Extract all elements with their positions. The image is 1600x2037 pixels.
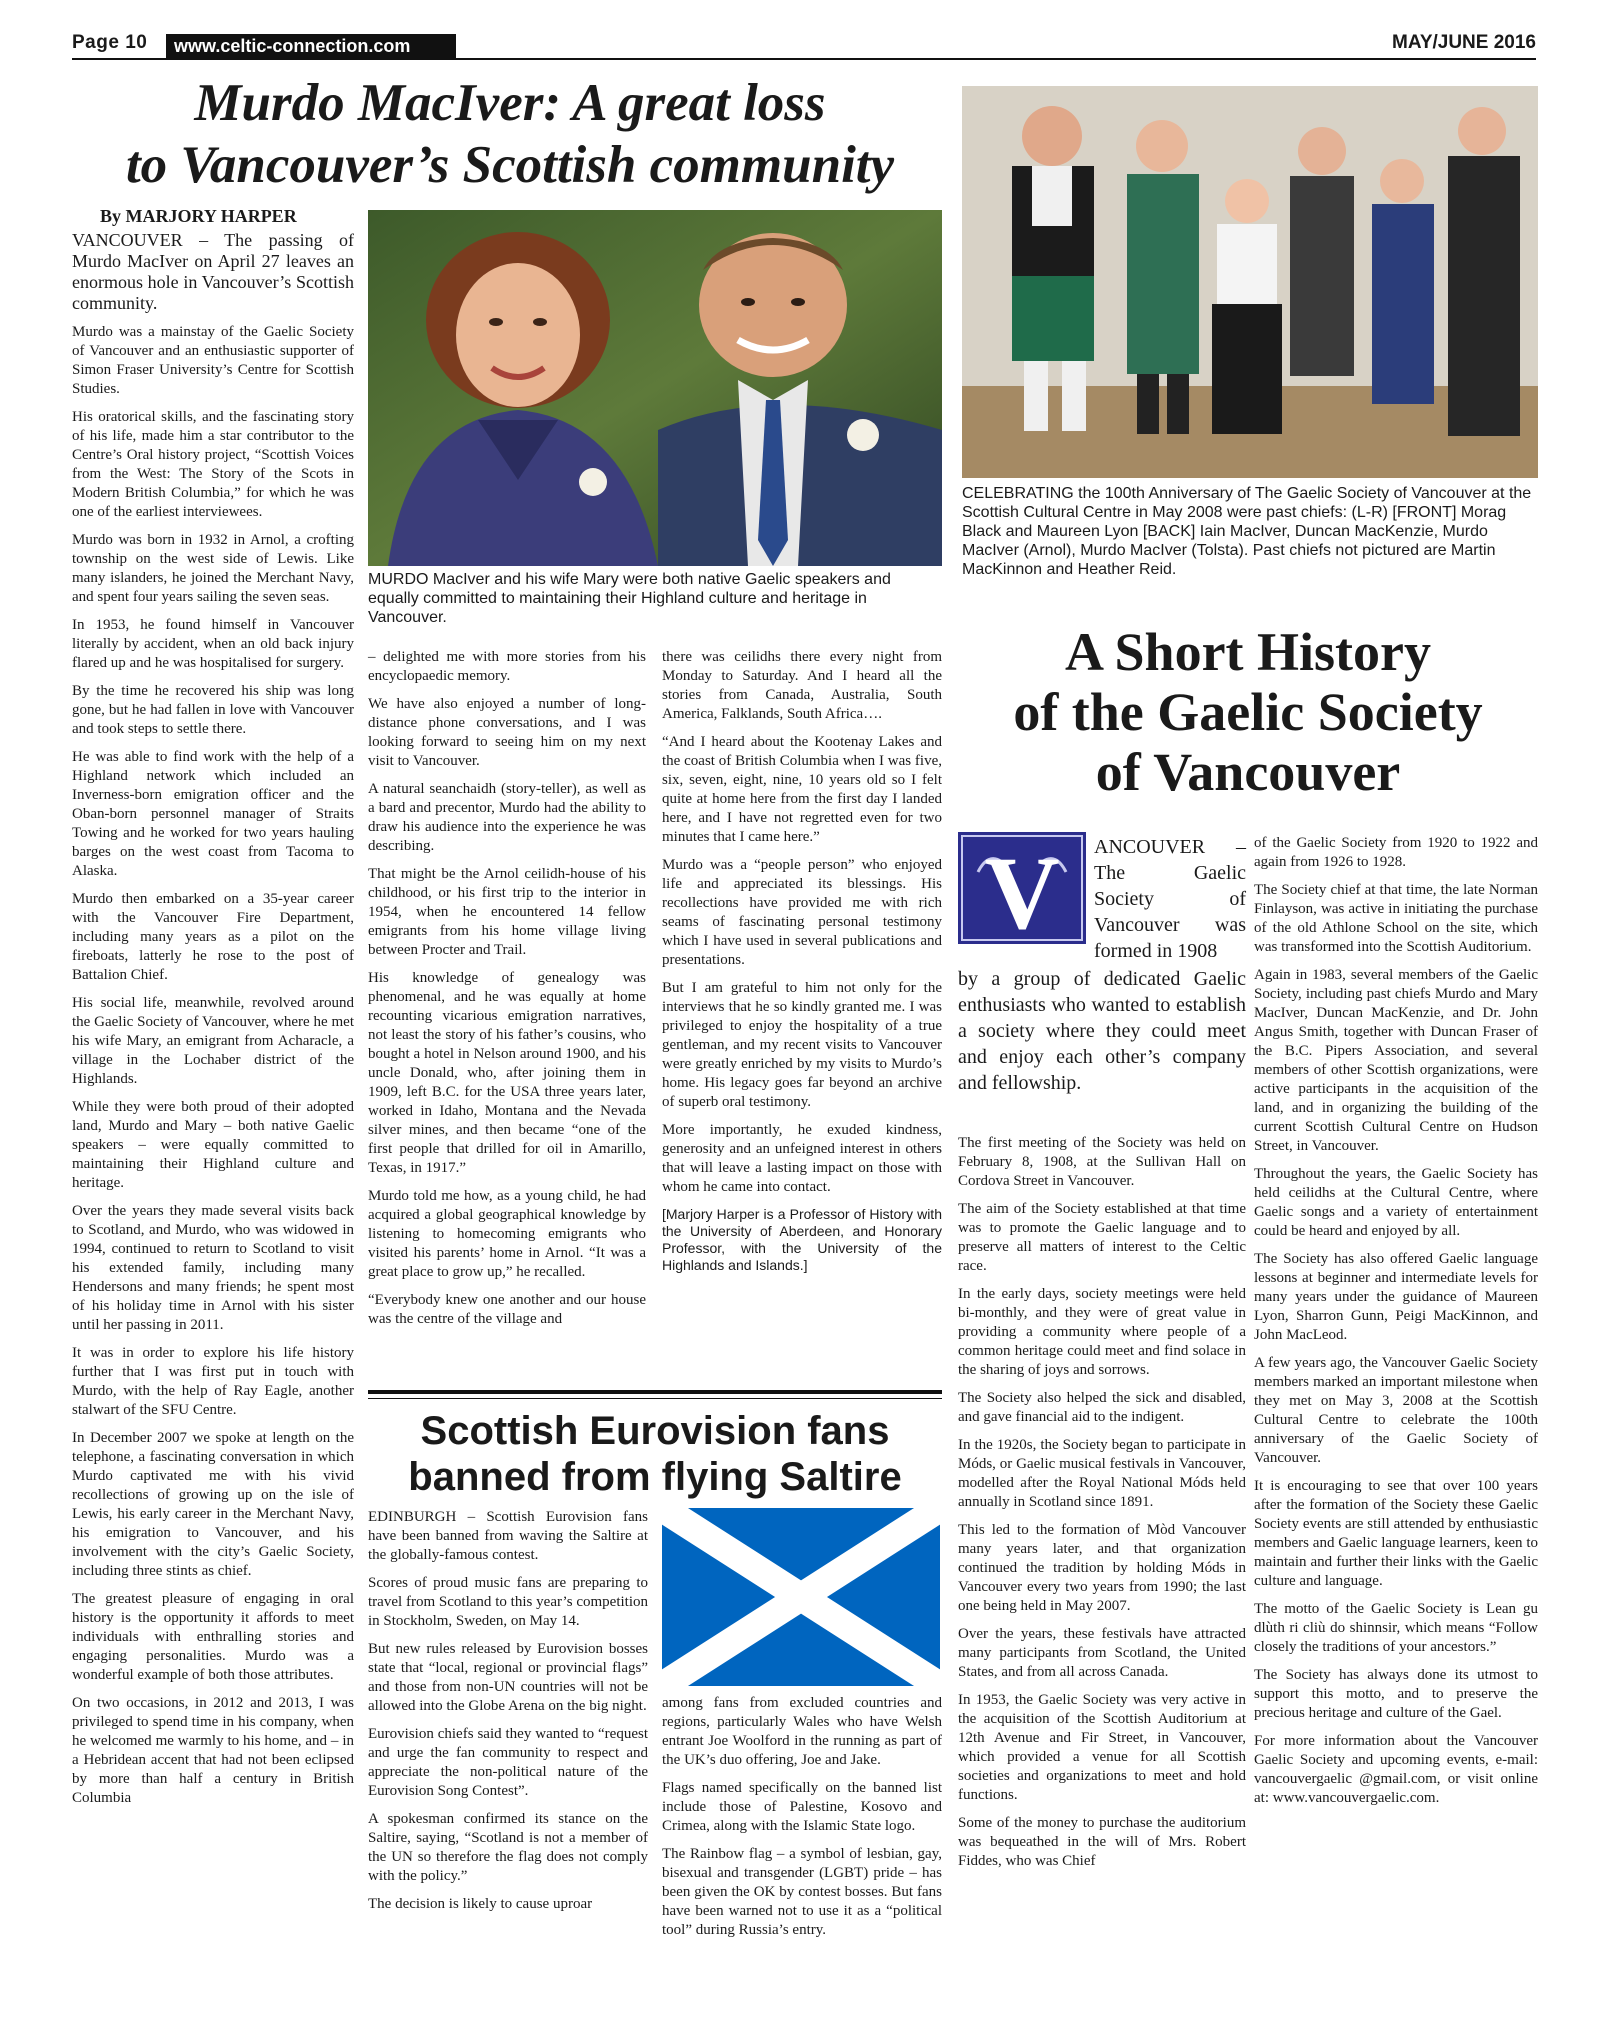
headline-line-1: Scottish Eurovision fans bbox=[420, 1409, 890, 1453]
paragraph: Over the years they made several visits back to Scotland, and Murdo, who was widowed in 1994, continued to return to Scotland to visit his extended family, including many Hendersons and many friends; he spent most of his holiday time in Arnol with his sister until her passing in 2011. bbox=[72, 1203, 354, 1333]
group-photo-caption: CELEBRATING the 100th Anniversary of The Gaelic Society of Vancouver at the Scottish Cultural Centre in May 2008 were past chiefs: (L-R) [FRONT] Morag Black and Maureen Lyon [BACK] Iain MacIver, Duncan MacKenzie, Murdo MacIver (Arnol), Murdo MacIver (Tolsta). Past chiefs not pictured are Martin MacKinnon and Heather Reid. bbox=[962, 485, 1532, 578]
page-number: Page 10 bbox=[72, 32, 148, 53]
gaelic-lead-intro: ANCOUVER – The Gaelic Society of Vancouver was formed in 1908 bbox=[1094, 836, 1246, 962]
headline-line-3: of Vancouver bbox=[1095, 742, 1401, 802]
paragraph: In 1953, he found himself in Vancouver literally by accident, when an old back injury flared up and he was hospitalised for surgery. bbox=[72, 617, 354, 671]
couple-photo-caption: MURDO MacIver and his wife Mary were both native Gaelic speakers and equally committed to maintaining their Highland culture and heritage in Vancouver. bbox=[368, 571, 891, 626]
paragraph: More importantly, he exuded kindness, generosity and an unfeigned interest in others that will leave a lasting impact on those with whom he came into contact. bbox=[662, 1122, 942, 1195]
paragraph: We have also enjoyed a number of long-distance phone conversations, and I was looking forward to seeing him on my next visit to Vancouver. bbox=[368, 696, 646, 769]
paragraph: The Society has always done its utmost to support this motto, and to preserve the precious heritage and culture of the Gael. bbox=[1254, 1667, 1538, 1721]
eurovision-column-1 bbox=[368, 1508, 648, 1923]
paragraph: But I am grateful to him not only for the interviews that he so kindly granted me. I was privileged to enjoy the hospitality of a true gentleman, and my recent visits to Vancouver were greatly enriched by my visits to Murdo’s home. His legacy goes far beyond an archive of superb oral testimony. bbox=[662, 980, 942, 1110]
paragraph: Flags named specifically on the banned list include those of Palestine, Kosovo and Crimea, along with the Islamic State logo. bbox=[662, 1780, 942, 1834]
paragraph: But new rules released by Eurovision bosses state that “local, regional or provincial flags” and those from non-UN countries will not be allowed into the Globe Arena on the big night. bbox=[368, 1641, 648, 1714]
issue-date: MAY/JUNE 2016 bbox=[1392, 32, 1536, 53]
paragraph: By the time he recovered his ship was long gone, but he had fallen in love with Vancouver and took steps to settle there. bbox=[72, 683, 354, 737]
author-note: [Marjory Harper is a Professor of History with the University of Aberdeen, and Honorary Professor, with the University of the Highlands and Islands.] bbox=[662, 1206, 942, 1273]
paragraph: The Society has also offered Gaelic language lessons at beginner and intermediate levels for many years under the guidance of Maureen Lyon, Sharron Gunn, Peigi MacKinnon, and John MacLeod. bbox=[1254, 1251, 1538, 1343]
gaelic-column-2 bbox=[1254, 834, 1538, 1817]
paragraph: A spokesman confirmed its stance on the Saltire, saying, “Scotland is not a member of the UN so therefore the flag does not comply with the policy.” bbox=[368, 1811, 648, 1884]
headline-line-2: of the Gaelic Society bbox=[1013, 682, 1483, 742]
gaelic-society-headline bbox=[958, 622, 1538, 802]
drop-cap bbox=[958, 832, 1086, 944]
paragraph: The motto of the Gaelic Society is Lean gu dlùth ri cliù do shinnsir, which means “Follow closely the traditions of your ancestors.” bbox=[1254, 1601, 1538, 1655]
site-url[interactable]: www.celtic-connection.com bbox=[166, 34, 456, 58]
paragraph: His oratorical skills, and the fascinating story of his life, made him a star contributor to the Centre’s Oral history project, “Scottish Voices from the West: The Story of the Scots in Modern British Columbia,” for which he was one of the earliest interviewees. bbox=[72, 409, 354, 520]
paragraph: The Rainbow flag – a symbol of lesbian, gay, bisexual and transgender (LGBT) pride – has been given the OK by contest bosses. But fans have been warned not to use it as a “political tool” during Russia’s entry. bbox=[662, 1846, 942, 1938]
couple-photo bbox=[368, 210, 942, 566]
saltire-flag bbox=[662, 1508, 940, 1686]
paragraph: The first meeting of the Society was held on February 8, 1908, at the Sullivan Hall on Cordova Street in Vancouver. bbox=[958, 1135, 1246, 1189]
paragraph: The Society also helped the sick and disabled, and gave financial aid to the indigent. bbox=[958, 1390, 1246, 1425]
paragraph: His social life, meanwhile, revolved around the Gaelic Society of Vancouver, where he met his wife Mary, an emigrant from Acharacle, a village in the Lochaber district of the Highlands. bbox=[72, 995, 354, 1087]
paragraph: This led to the formation of Mòd Vancouver many years later, and that organization continued the tradition by holding Móds in Vancouver every two years from 1990; the last one being held in May 2007. bbox=[958, 1522, 1246, 1614]
section-rule bbox=[368, 1390, 942, 1394]
article-column-3 bbox=[662, 648, 942, 1283]
paragraph: He was able to find work with the help of a Highland network which included an Inverness-born emigration officer and the Oban-born personnel manager of Straits Towing and he worked for two years hauling barges on the west coast from Tacoma to Alaska. bbox=[72, 749, 354, 879]
paragraph: – delighted me with more stories from his encyclopaedic memory. bbox=[368, 649, 646, 684]
paragraph: there was ceilidhs there every night from Monday to Saturday. And I heard all the stories from Canada, Australia, South America, Falklands, South Africa…. bbox=[662, 649, 942, 722]
drop-cap-letter: V bbox=[984, 836, 1060, 944]
paragraph: among fans from excluded countries and regions, particularly Wales who have Welsh entrant Joe Woolford in the running as part of the UK’s duo offering, Joe and Jake. bbox=[662, 1695, 942, 1768]
paragraph: In 1953, the Gaelic Society was very active in the acquisition of the Scottish Auditorium at 12th Avenue and Fir Street, in Vancouver, which provided a venue for all Scottish societies and organizations to meet and hold functions. bbox=[958, 1692, 1246, 1803]
paragraph: Murdo was a mainstay of the Gaelic Society of Vancouver and an enthusiastic supporter of Simon Fraser University’s Centre for Scottish Studies. bbox=[72, 324, 354, 397]
paragraph: Throughout the years, the Gaelic Society has held ceilidhs at the Cultural Centre, where Gaelic songs and a variety of entertainment could be heard and enjoyed by all. bbox=[1254, 1166, 1538, 1239]
paragraph: A few years ago, the Vancouver Gaelic Society members marked an important milestone when they met on May 3, 2008 at the Scottish Cultural Centre to celebrate the 100th anniversary of the Gaelic Society of Vancouver. bbox=[1254, 1355, 1538, 1466]
paragraph: A natural seanchaidh (story-teller), as well as a bard and precentor, Murdo had the ability to draw his audience into the experience he was describing. bbox=[368, 781, 646, 854]
eurovision-headline bbox=[368, 1408, 942, 1500]
group-photo bbox=[962, 86, 1538, 478]
paragraph: On two occasions, in 2012 and 2013, I was privileged to spend time in his company, when he welcomed me warmly to his home, and – in a Hebridean accent that had not been eclipsed by more than half a century in British Columbia bbox=[72, 1695, 354, 1806]
paragraph: Eurovision chiefs said they wanted to “request and urge the fan community to respect and appreciate the non-political nature of the Eurovision Song Contest”. bbox=[368, 1726, 648, 1799]
headline-line-1: Murdo MacIver: A great loss bbox=[194, 74, 826, 132]
section-rule bbox=[368, 1398, 942, 1399]
paragraph: His knowledge of genealogy was phenomenal, and he was equally at home recounting vicarious emigration narratives, not least the story of his father’s cousins, who bought a hotel in Nelson around 1900, and his uncle Donald, who, after joining them in 1909, left B.C. for the USA three years later, worked in Idaho, Montana and the Nevada silver mines, and then became “one of the first people that drilled for oil in Amarillo, Texas, in 1917.” bbox=[368, 970, 646, 1176]
paragraph: The Society chief at that time, the late Norman Finlayson, was active in initiating the purchase of the old Athlone School on the site, which was transformed into the Scottish Auditorium. bbox=[1254, 882, 1538, 955]
paragraph: In the early days, society meetings were held bi-monthly, and they were of great value in providing a community where people of a common heritage could meet and find solace in the sharing of joys and sorrows. bbox=[958, 1286, 1246, 1378]
article-headline bbox=[72, 72, 948, 196]
headline-line-1: A Short History bbox=[1064, 622, 1431, 682]
gaelic-lead-rest: by a group of dedicated Gaelic enthusiasts who wanted to establish a society where they could meet and enjoy each other’s company and fellowship. bbox=[958, 968, 1246, 1094]
header-rule bbox=[72, 58, 1536, 60]
paragraph: Murdo was born in 1932 in Arnol, a crofting township on the west side of Lewis. Like many islanders, he joined the Merchant Navy, and spent four years sailing the seven seas. bbox=[72, 532, 354, 605]
paragraph: “And I heard about the Kootenay Lakes and the coast of British Columbia when I was five, six, seven, eight, nine, 10 years old so I felt quite at home here from the first day I landed here, and I have not regretted even for two minutes that I came here.” bbox=[662, 734, 942, 845]
byline: By MARJORY HARPER bbox=[100, 206, 297, 226]
paragraph: While they were both proud of their adopted land, Murdo and Mary – both native Gaelic speakers – were equally committed to maintaining their Highland culture and heritage. bbox=[72, 1099, 354, 1191]
paragraph: The decision is likely to cause uproar bbox=[368, 1896, 593, 1912]
paragraph: In December 2007 we spoke at length on the telephone, a fascinating conversation in which Murdo captivated me with his vivid recollections of growing up on the isle of Lewis, his early career in the Merchant Navy, his emigration to Vancouver, and his involvement with the city’s Gaelic Society, including three stints as chief. bbox=[72, 1430, 354, 1579]
paragraph: Murdo was a “people person” who enjoyed life and appreciated its blessings. His recollections have provided me with rich seams of fascinating personal testimony which I have used in several publications and presentations. bbox=[662, 857, 942, 968]
paragraph: Some of the money to purchase the auditorium was bequeathed in the will of Mrs. Robert Fiddes, who was Chief bbox=[958, 1815, 1246, 1869]
headline-line-2: banned from flying Saltire bbox=[408, 1455, 902, 1499]
paragraph: Again in 1983, several members of the Gaelic Society, including past chiefs Murdo and Mary MacIver, Duncan MacKenzie, and Dr. John Angus Smith, together with Duncan Fraser of the B.C. Pipers Association, and several members of other Scottish organizations, were active participants in the acquisition of the land, and in organizing the building of the current Scottish Cultural Centre on Hudson Street, in Vancouver. bbox=[1254, 967, 1538, 1154]
paragraph: It was in order to explore his life history further that I was first put in touch with Murdo, with the help of Ray Eagle, another stalwart of the SFU Centre. bbox=[72, 1345, 354, 1418]
lead-paragraph: VANCOUVER – The passing of Murdo MacIver on April 27 leaves an enormous hole in Vancouver’s Scottish community. bbox=[72, 230, 354, 313]
paragraph: Murdo told me how, as a young child, he had acquired a global geographical knowledge by listening to homecoming emigrants who visited his parents’ home in Arnol. “It was a great place to grow up,” he recalled. bbox=[368, 1188, 646, 1280]
eurovision-column-2 bbox=[662, 1694, 942, 1949]
article-column-1 bbox=[72, 230, 354, 1817]
paragraph: “Everybody knew one another and our house was the centre of the village and bbox=[368, 1292, 646, 1327]
paragraph: That might be the Arnol ceilidh-house of his childhood, or his first trip to the interior in 1954, when he encountered 14 fellow emigrants from his home village living between Procter and Trail. bbox=[368, 866, 646, 958]
paragraph: In the 1920s, the Society began to participate in Móds, or Gaelic musical festivals in Vancouver, modelled after the Royal National Móds held annually in Scotland since 1891. bbox=[958, 1437, 1246, 1510]
paragraph: Over the years, these festivals have attracted many participants from Scotland, the United States, and from all across Canada. bbox=[958, 1626, 1246, 1680]
paragraph: Scores of proud music fans are preparing to travel from Scotland to this year’s competition in Stockholm, Sweden, on May 14. bbox=[368, 1575, 648, 1629]
paragraph: EDINBURGH – Scottish Eurovision fans have been banned from waving the Saltire at the globally-famous contest. bbox=[368, 1509, 648, 1563]
paragraph: of the Gaelic Society from 1920 to 1922 and again from 1926 to 1928. bbox=[1254, 835, 1538, 870]
paragraph: For more information about the Vancouver Gaelic Society and upcoming events, e-mail: vancouvergaelic @gmail.com, or visit online at: www.vancouvergaelic.com. bbox=[1254, 1733, 1538, 1806]
paragraph: It is encouraging to see that over 100 years after the formation of the Society these Gaelic Society events are still attended by enthusiastic members and Gaelic language learners, keen to maintain and further their links with the Gaelic culture and language. bbox=[1254, 1478, 1538, 1589]
paragraph: Murdo then embarked on a 35-year career with the Vancouver Fire Department, including many years as a pilot on the fireboats, latterly he rose to the post of Battalion Chief. bbox=[72, 891, 354, 983]
paragraph: The greatest pleasure of engaging in oral history is the opportunity it affords to meet individuals with enthralling stories and engaging personalities. Murdo was a wonderful example of both those attributes. bbox=[72, 1591, 354, 1683]
gaelic-column-1 bbox=[958, 1134, 1246, 1880]
article-column-2 bbox=[368, 648, 646, 1338]
headline-line-2: to Vancouver’s Scottish community bbox=[125, 136, 895, 194]
paragraph: The aim of the Society established at that time was to promote the Gaelic language and to preserve all matters of interest to the Celtic race. bbox=[958, 1201, 1246, 1274]
